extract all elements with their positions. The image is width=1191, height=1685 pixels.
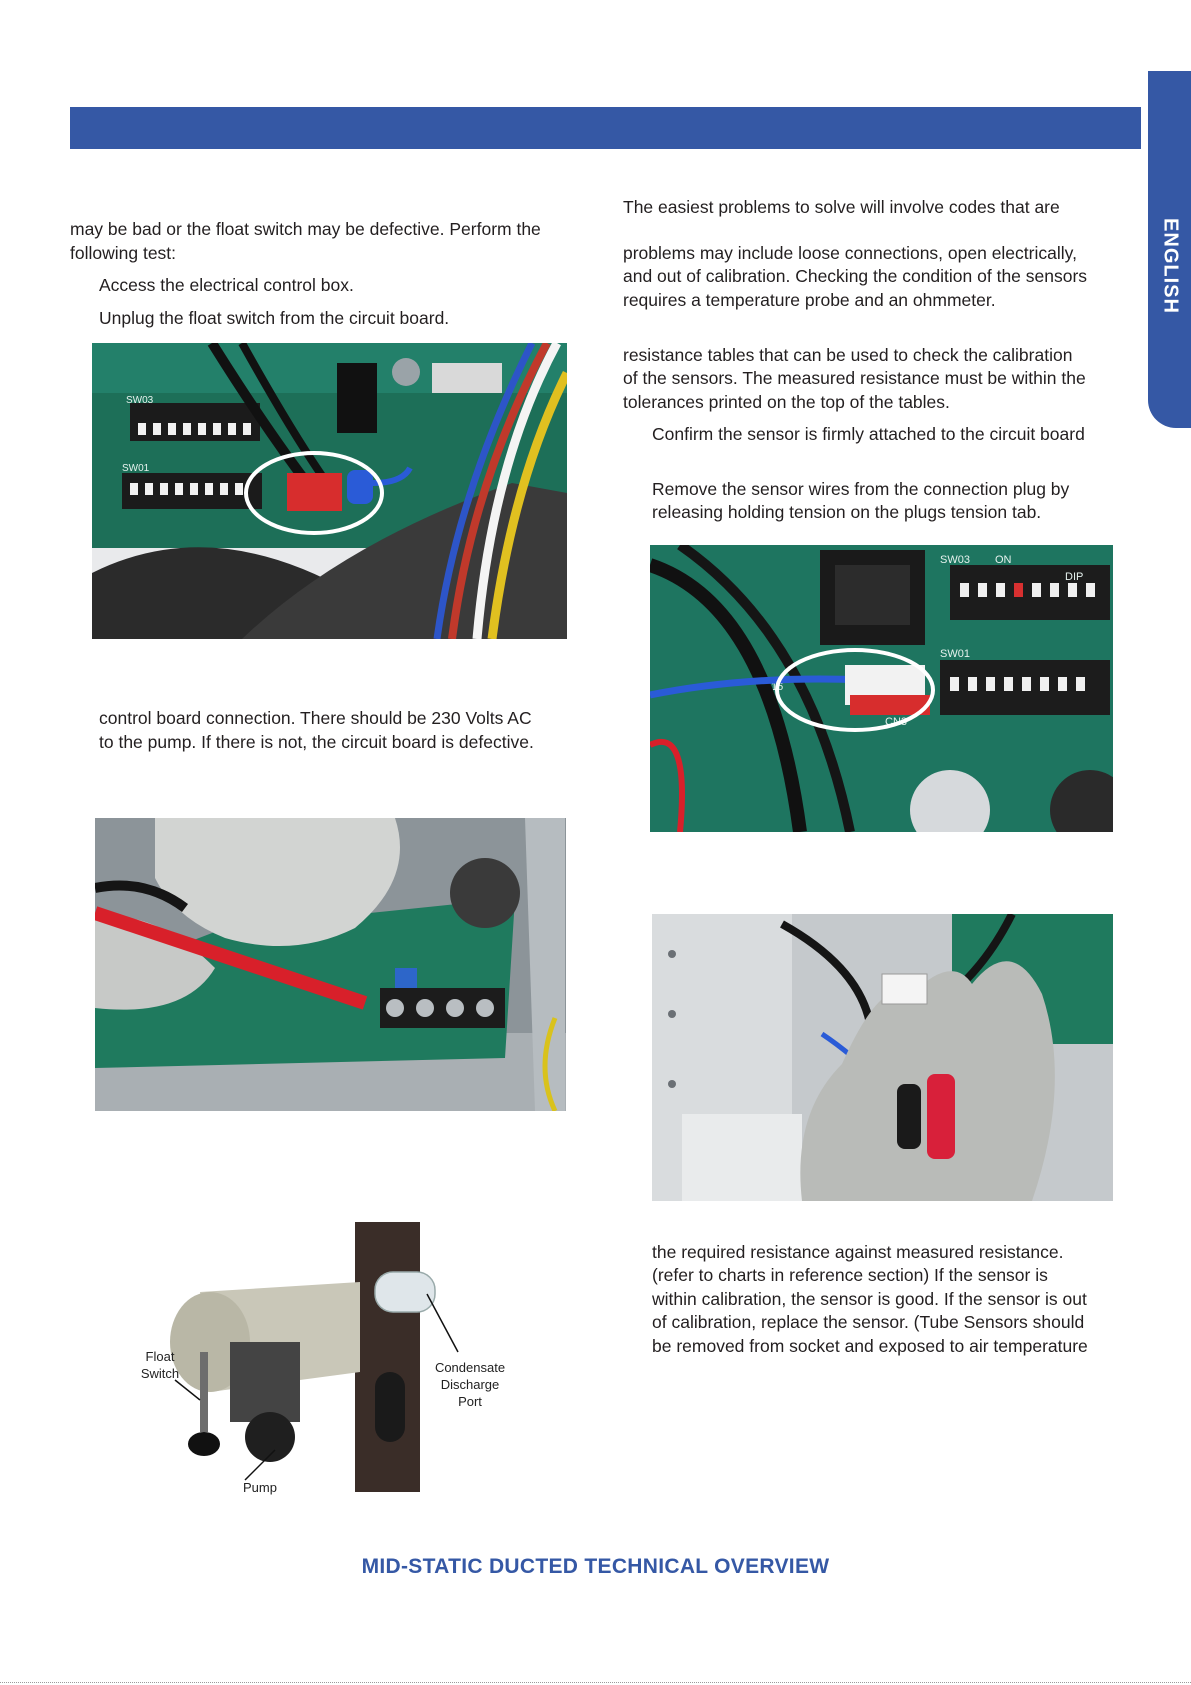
right-para3-line-1: resistance tables that can be used to check the calibration [623,345,1073,365]
board-label-sw01: SW01 [122,463,150,474]
board-label-sw03-2: SW03 [940,554,970,566]
pump-assembly-diagram [120,1222,520,1502]
section-header-bar [70,107,1141,149]
language-tab-label: ENGLISH [1159,218,1181,314]
voltage-test-image [95,818,566,1111]
label-pump: Pump [243,1480,277,1495]
left-intro-line-2: following test: [70,243,177,263]
circuit-board-image [92,343,567,639]
sensor-probe-image [652,914,1113,1201]
board-label-ic16: IC16 [760,681,784,693]
right-para3-line-2: of the sensors. The measured resistance must be within the [623,368,1086,388]
board-label-sw01-2: SW01 [940,648,970,660]
page-bottom-rule [0,1682,1191,1683]
photo-voltage-test [95,818,566,1111]
step-remove-wires-line-1: Remove the sensor wires from the connection plug by [652,479,1070,499]
right-para2-line-2: and out of calibration. Checking the condition of the sensors [623,266,1088,286]
left-intro-line-1: may be bad or the float switch may be defective. Perform the [70,219,541,239]
language-tab[interactable] [1148,71,1191,428]
compare-line-3: within calibration, the sensor is good. If the sensor is out [652,1289,1087,1309]
compare-line-4: of calibration, replace the sensor. (Tube Sensors should [652,1312,1085,1332]
photo-sensor-probe [652,914,1113,1201]
compare-line-2: (refer to charts in reference section) If the sensor is [652,1265,1048,1285]
step-access-control-box: Access the electrical control box. [99,275,354,295]
pump-check-line-2: to the pump. If there is not, the circuit board is defective. [99,732,534,752]
label-float: Float [145,1349,175,1364]
label-condensate: Condensate [434,1360,506,1375]
photo-float-switch-connector [92,343,567,639]
pump-assembly-figure [120,1222,520,1502]
footer-title: MID-STATIC DUCTED TECHNICAL OVERVIEW [361,1555,830,1578]
step-confirm-sensor: Confirm the sensor is firmly attached to the circuit board [652,424,1085,444]
label-switch: Switch [140,1366,180,1381]
right-para2-line-1: problems may include loose connections, open electrically, [623,243,1077,263]
right-para2-line-3: requires a temperature probe and an ohmmeter. [623,290,996,310]
board-label-on: ON [995,554,1012,566]
compare-line-1: the required resistance against measured resistance. [652,1242,1064,1262]
board-label-sw03: SW03 [126,395,154,406]
right-para3-line-3: tolerances printed on the top of the tables. [623,392,950,412]
sensor-board-image [650,545,1113,832]
board-label-cn3: CN3 [885,716,908,728]
compare-line-5: be removed from socket and exposed to air temperature [652,1336,1088,1356]
pump-check-line-1: control board connection. There should be 230 Volts AC [99,708,532,728]
board-label-dip: DIP [1065,571,1084,583]
step-remove-wires-line-2: releasing holding tension on the plugs tension tab. [652,502,1042,522]
label-discharge: Discharge [440,1377,500,1392]
right-intro: The easiest problems to solve will involve codes that are [623,197,1060,217]
step-unplug-float-switch: Unplug the float switch from the circuit board. [99,308,450,328]
label-port: Port [458,1394,482,1409]
photo-sensor-connector [650,545,1113,832]
